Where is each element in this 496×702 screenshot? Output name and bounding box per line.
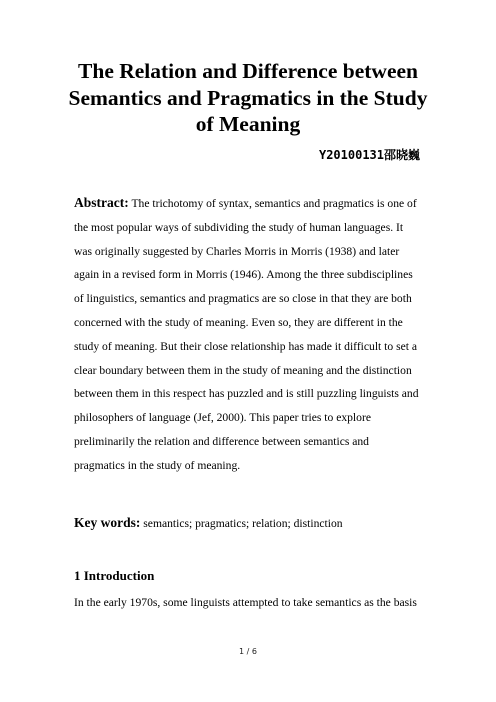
keywords-label: Key words: (74, 515, 141, 530)
abstract-line: the most popular ways of subdividing the study of human languages. It (74, 220, 404, 234)
author-id: Y20100131邵晓巍 (318, 148, 420, 162)
abstract-line: study of meaning. But their close relationship has made it difficult to set a (74, 339, 418, 353)
abstract (74, 191, 426, 478)
title-line: The Relation and Difference between (78, 59, 418, 83)
abstract-line (74, 191, 426, 216)
section-body-line: In the early 1970s, some linguists attempted to take semantics as the basis (74, 596, 417, 609)
abstract-line: clear boundary between them in the study of meaning and the distinction (74, 363, 412, 377)
keywords-text: semantics; pragmatics; relation; distinction (143, 517, 343, 530)
abstract-line: pragmatics in the study of meaning. (74, 458, 241, 472)
abstract-label: Abstract: (74, 195, 129, 210)
title-line: of Meaning (195, 112, 301, 136)
keywords (74, 515, 343, 531)
paper-title (40, 58, 456, 138)
abstract-line: again in a revised form in Morris (1946). Among the three subdisciplines (74, 268, 413, 282)
abstract-line: between them in this respect has puzzled and is still puzzling linguists and (74, 387, 419, 401)
section-heading: 1 Introduction (74, 568, 155, 583)
abstract-line: was originally suggested by Charles Morris in Morris (1938) and later (74, 244, 400, 258)
title-line: Semantics and Pragmatics in the Study (68, 85, 428, 110)
abstract-line: philosophers of language (Jef, 2000). This paper tries to explore (74, 411, 371, 425)
abstract-text: The trichotomy of syntax, semantics and pragmatics is one of (131, 197, 417, 210)
abstract-line: concerned with the study of meaning. Even so, they are different in the (74, 315, 403, 329)
page-number: 1 / 6 (239, 647, 257, 656)
abstract-line: of linguistics, semantics and pragmatics are so close in that they are both (74, 292, 412, 306)
abstract-line: preliminarily the relation and difference between semantics and (74, 434, 369, 448)
